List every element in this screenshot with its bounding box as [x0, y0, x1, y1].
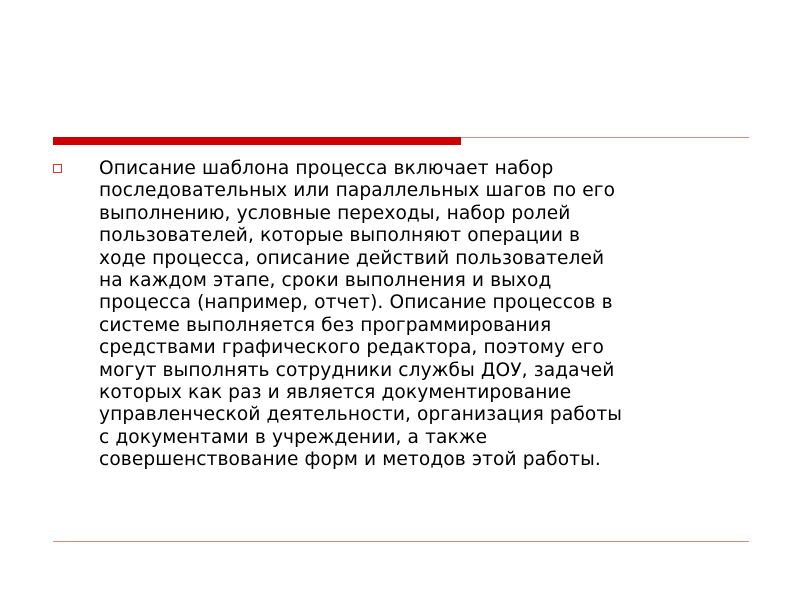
text-line: средствами графического редактора, поэтому его: [99, 337, 605, 359]
top-divider-line: [461, 137, 749, 138]
text-line: ходе процесса, описание действий пользователей: [99, 247, 605, 269]
text-line: на каждом этапе, сроки выполнения и выход: [99, 270, 552, 292]
text-line: управленческой деятельности, организация работы: [99, 404, 623, 426]
bottom-divider-line: [53, 541, 749, 542]
text-line: выполнению, условные переходы, набор ролей: [99, 202, 571, 224]
text-line: системе выполняется без программирования: [99, 314, 552, 336]
text-line: совершенствование форм и методов этой работы.: [99, 449, 601, 471]
hollow-square-bullet-icon: [53, 164, 62, 173]
text-line: процесса (например, отчет). Описание процессов в: [99, 292, 613, 314]
text-line: Описание шаблона процесса включает набор: [99, 158, 554, 179]
text-line: последовательных или параллельных шагов по его: [99, 180, 616, 202]
text-line: с документами в учреждении, а также: [99, 426, 488, 448]
text-line: пользователей, которые выполняют операции в: [99, 225, 581, 247]
text-line: могут выполнять сотрудники службы ДОУ, задачей: [99, 359, 615, 381]
top-accent-bar: [53, 137, 461, 145]
text-line: которых как раз и является документирование: [99, 382, 572, 404]
bullet-text: [99, 158, 753, 472]
